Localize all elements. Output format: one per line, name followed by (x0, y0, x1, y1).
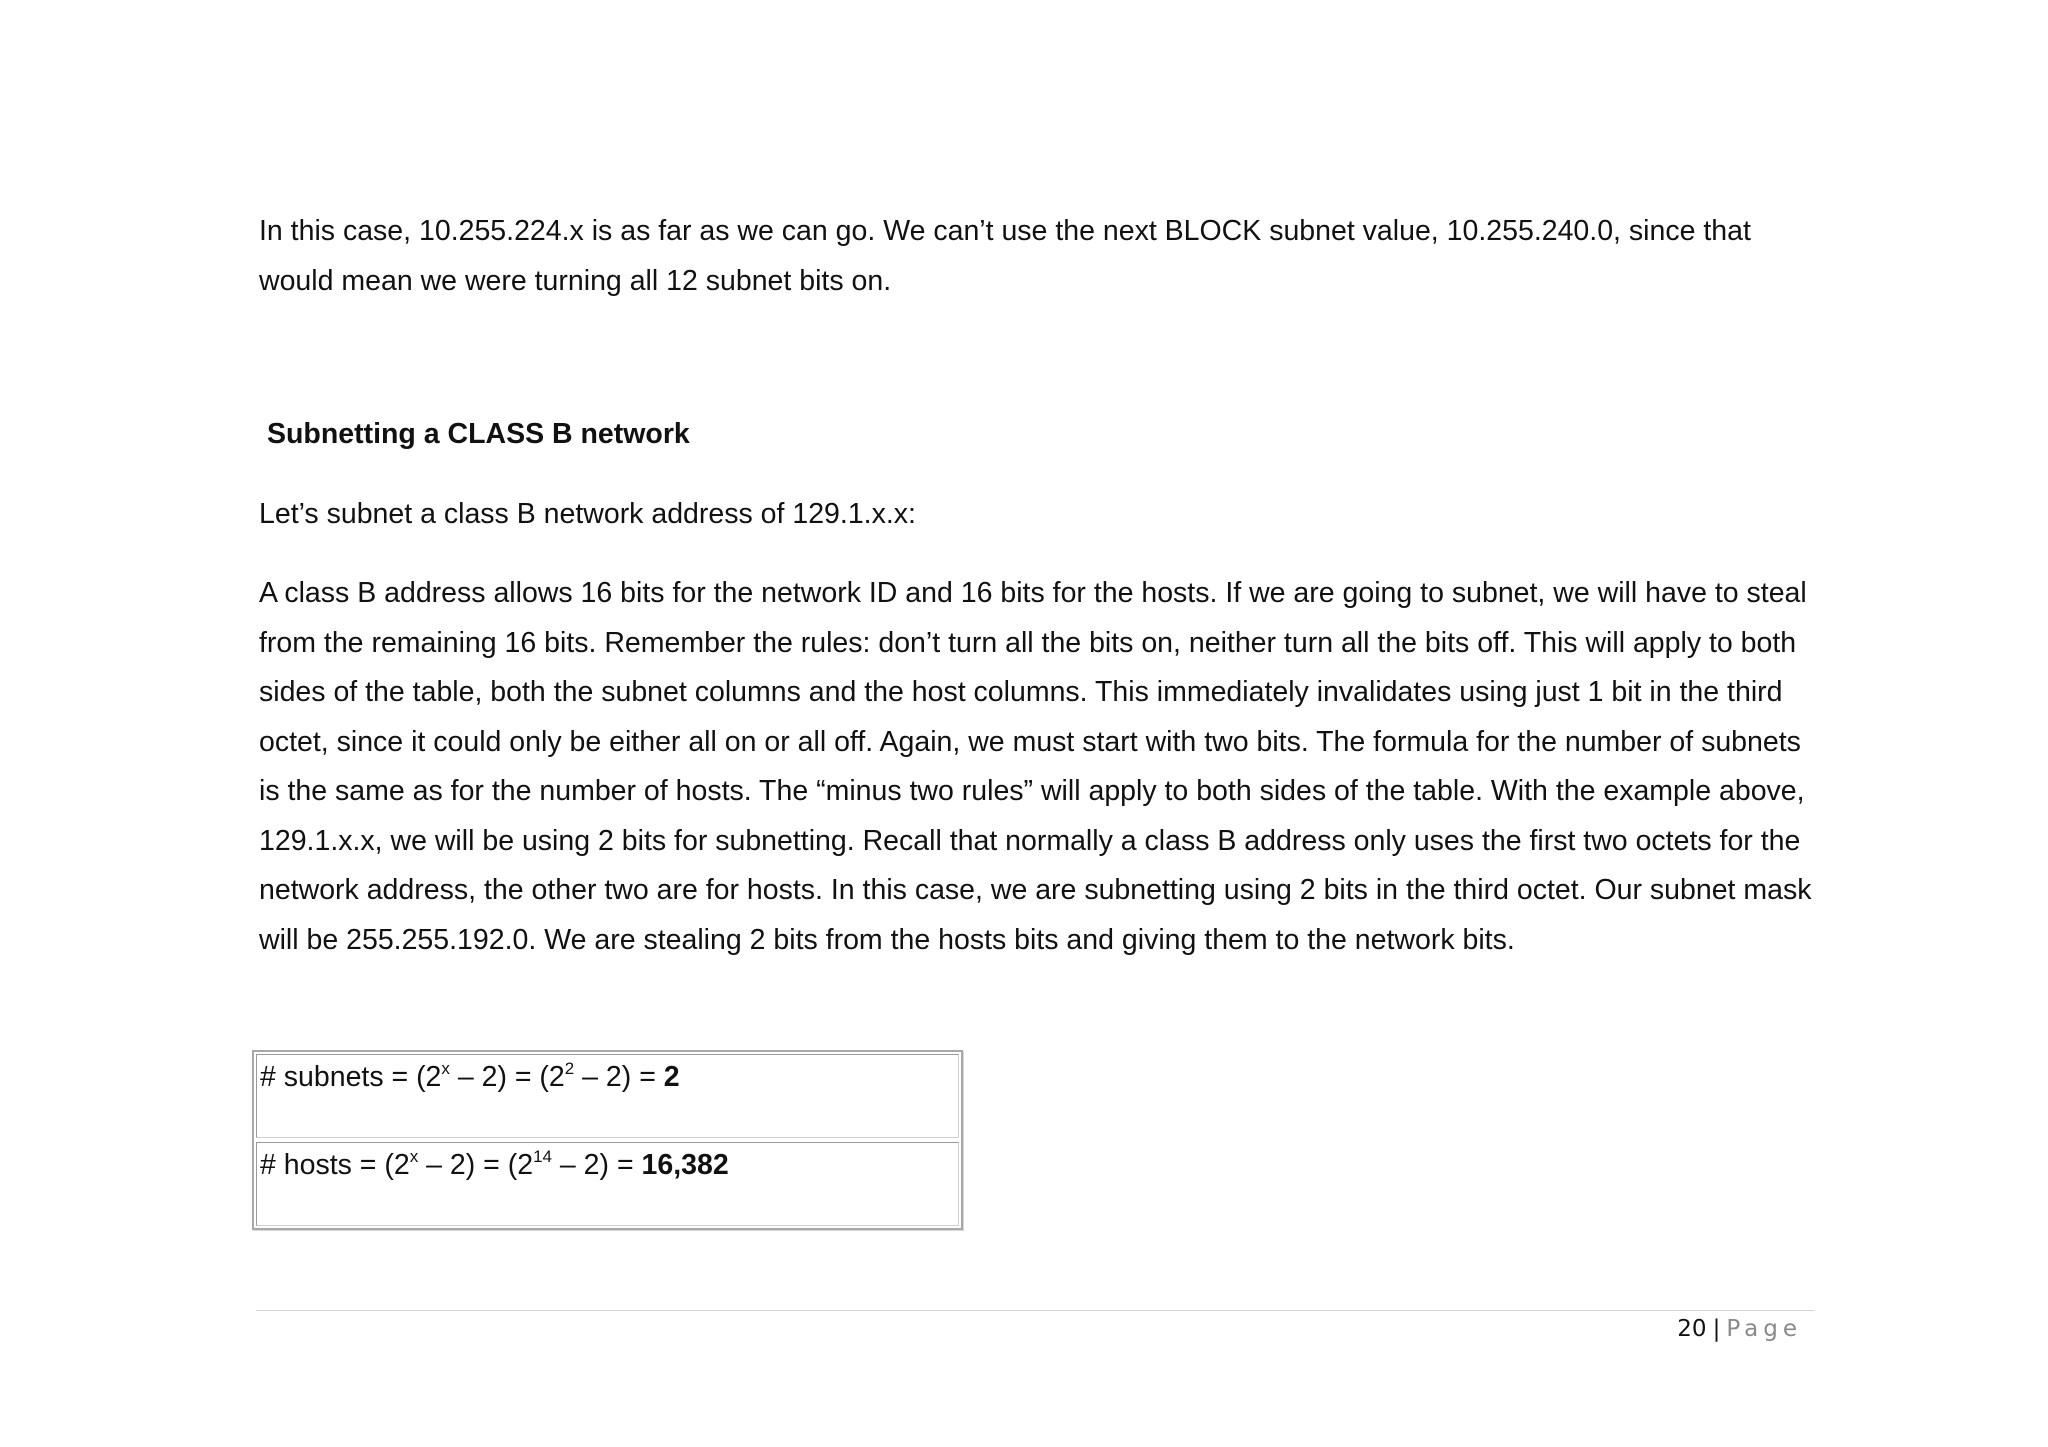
subnets-formula-exponent-x: x (441, 1059, 450, 1078)
hosts-formula-suffix: – 2) = (552, 1149, 642, 1181)
intro-paragraph: In this case, 10.255.224.x is as far as we can go. We can’t use the next BLOCK subnet value, 10.255.240.0, since that would mean we were turning all 12 subnet bits on. (259, 215, 1751, 297)
footer-divider (256, 1310, 1814, 1311)
footer-separator: | (1712, 1316, 1721, 1342)
subnets-formula-suffix: – 2) = (574, 1061, 664, 1093)
subnets-formula-cell (256, 1054, 959, 1138)
lets-subnet-paragraph: Let’s subnet a class B network address of 129.1.x.x: (259, 498, 916, 530)
subnets-formula-prefix: # subnets = (2 (260, 1061, 442, 1093)
hosts-formula-exponent-value: 14 (533, 1147, 552, 1166)
section-heading: Subnetting a CLASS B network (267, 418, 690, 450)
hosts-formula-cell (256, 1142, 959, 1226)
subnets-formula-result: 2 (663, 1061, 680, 1093)
hosts-formula-result: 16,382 (641, 1149, 729, 1181)
subnets-formula-middle: – 2) = (2 (449, 1061, 565, 1093)
formula-table (252, 1050, 963, 1230)
subnets-formula-exponent-value: 2 (564, 1059, 575, 1078)
class-b-explanation-paragraph: A class B address allows 16 bits for the network ID and 16 bits for the hosts. If we are going to subnet, we will have to steal from the remaining 16 bits. Remember the rules: don’t turn all the bits on, neither turn all the bits off. This will apply to both sides of the table, both the subnet columns and the host columns. This immediately invalidates using just 1 bit in the third octet, since it could only be either all on or all off. Again, we must start with two bits. The formula for the number of subnets is the same as for the number of hosts. The “minus two rules” will apply to both sides of the table. With the example above, 129.1.x.x, we will be using 2 bits for subnetting. Recall that normally a class B address only uses the first two octets for the network address, the other two are for hosts. In this case, we are subnetting using 2 bits in the third octet. Our subnet mask will be 255.255.192.0. We are stealing 2 bits from the hosts bits and giving them to the network bits. (259, 577, 1812, 956)
hosts-formula-exponent-x: x (409, 1147, 419, 1166)
page-word: Page (1726, 1316, 1802, 1342)
page-number: 20 (1677, 1316, 1707, 1342)
hosts-formula-prefix: # hosts = (2 (260, 1149, 410, 1181)
hosts-formula-middle: – 2) = (2 (418, 1149, 534, 1181)
page-footer (1677, 1316, 1802, 1342)
